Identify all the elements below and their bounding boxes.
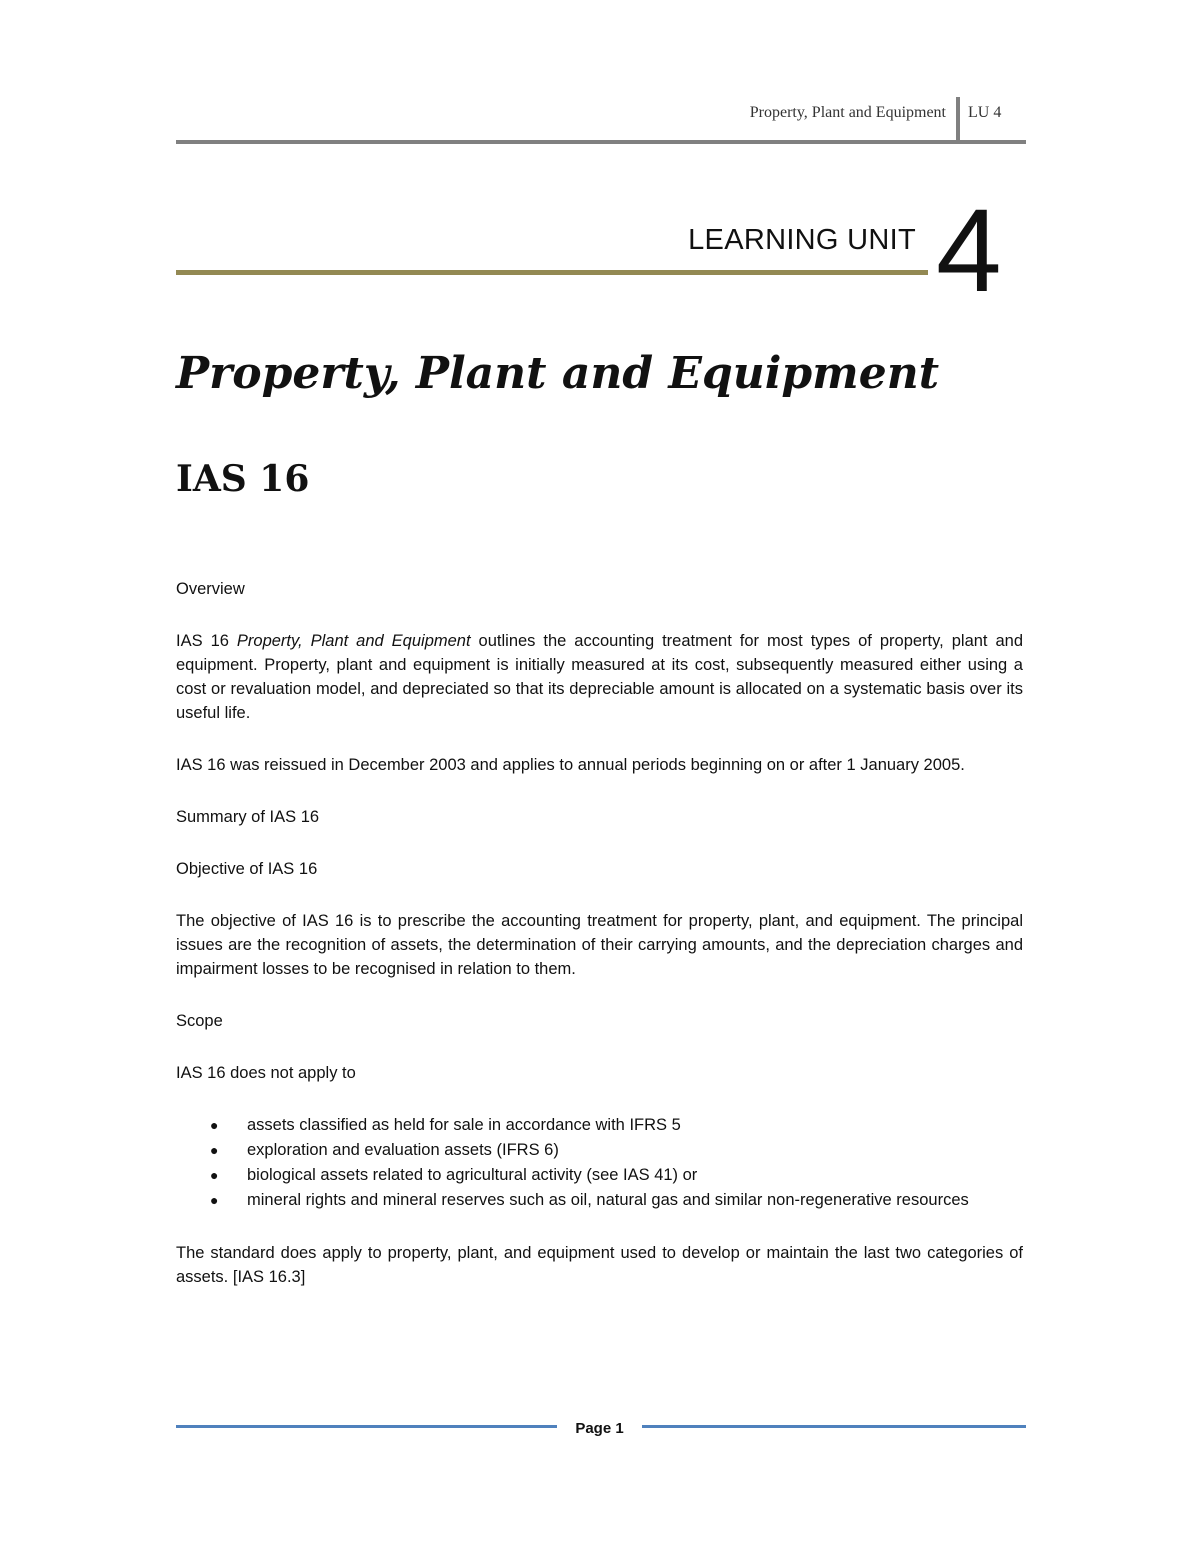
learning-unit-label: LEARNING UNIT (688, 224, 916, 256)
list-item-text: assets classified as held for sale in accordance with IFRS 5 (247, 1116, 681, 1134)
scope-heading: Scope (176, 1012, 223, 1030)
list-item (176, 1188, 1023, 1213)
overview-paragraph (176, 629, 1023, 725)
list-item-text: biological assets related to agricultural activity (see IAS 41) or (247, 1166, 698, 1184)
scope-exclusion-list (176, 1113, 1023, 1213)
bullet-icon: ● (210, 1192, 219, 1208)
reissue-paragraph: IAS 16 was reissued in December 2003 and applies to annual periods beginning on or after 1 January 2005. (176, 756, 965, 774)
list-item-text: mineral rights and mineral reserves such as oil, natural gas and similar non-regenerative resources (247, 1191, 969, 1209)
scope-intro: IAS 16 does not apply to (176, 1064, 356, 1082)
list-item-text: exploration and evaluation assets (IFRS 6) (247, 1141, 559, 1159)
document-title: Property, Plant and Equipment (176, 348, 940, 399)
summary-heading: Summary of IAS 16 (176, 808, 320, 826)
document-subtitle: IAS 16 (176, 458, 310, 500)
objective-heading: Objective of IAS 16 (176, 860, 318, 878)
overview-italic-title: Property, Plant and Equipment (236, 632, 471, 650)
footer-rule-right (642, 1425, 1026, 1428)
header-rule (176, 140, 1026, 144)
header-divider (956, 97, 960, 143)
document-body (176, 577, 1023, 1289)
list-item (176, 1163, 1023, 1188)
header-title: Property, Plant and Equipment (749, 104, 946, 121)
bullet-icon: ● (210, 1142, 219, 1158)
scope-closing-paragraph: The standard does apply to property, plant, and equipment used to develop or maintain the last two categories of assets. [IAS 16.3] (176, 1244, 1023, 1286)
overview-text: outlines the accounting treatment for most types of property, plant and equipment. Property, plant and equipment is initially measured at its cost, subsequently measured either using a cost or revaluation model, and depreciated so that its depreciable amount is allocated on a systematic basis over its useful life. (176, 632, 1024, 722)
bullet-icon: ● (210, 1117, 219, 1133)
learning-unit-rule (176, 270, 928, 275)
list-item (176, 1113, 1023, 1138)
learning-unit-number: 4 (936, 185, 1002, 317)
objective-paragraph: The objective of IAS 16 is to prescribe the accounting treatment for property, plant, and equipment. The principal issues are the recognition of assets, the determination of their carrying amounts, and the depreciation charges and impairment losses to be recognised in relation to them. (176, 912, 1023, 978)
overview-heading: Overview (176, 580, 245, 598)
page-number: Page 1 (575, 1420, 624, 1437)
bullet-icon: ● (210, 1167, 219, 1183)
footer-rule-left (176, 1425, 557, 1428)
list-item (176, 1138, 1023, 1163)
overview-lead: IAS 16 (176, 632, 237, 650)
header-unit-label: LU 4 (968, 104, 1002, 121)
